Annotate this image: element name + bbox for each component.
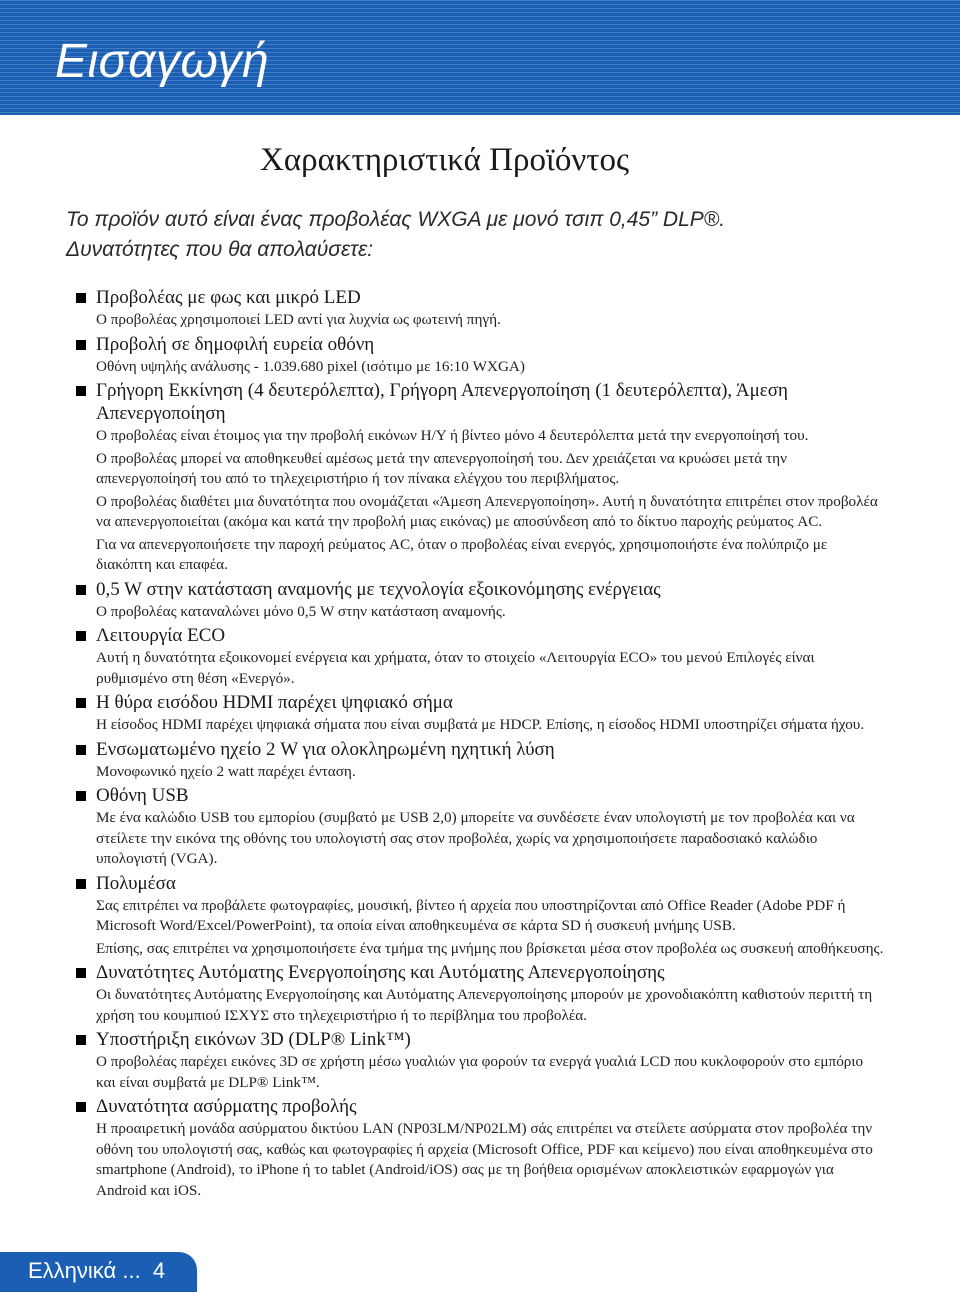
feature-title-text: Δυνατότητα ασύρματης προβολής [96, 1096, 357, 1117]
feature-title [76, 379, 886, 425]
feature-title-text: Προβολέας με φως και μικρό LED [96, 287, 361, 308]
feature-title-text: Γρήγορη Εκκίνηση (4 δευτερόλεπτα), Γρήγορη Απενεργοποίηση (1 δευτερόλεπτα), Άμεση Απενεργοποίηση [96, 380, 788, 424]
intro-text [66, 205, 906, 265]
feature-title [76, 1028, 886, 1051]
intro-line: Δυνατότητες που θα απολαύσετε: [66, 238, 374, 261]
feature-title-text: Λειτουργία ECO [96, 625, 226, 646]
feature-description: Η προαιρετική μονάδα ασύρματου δικτύου LAN (NP03LM/NP02LM) σάς επιτρέπει να στείλετε ασύρματα στον προβολέα την οθόνη του υπολογιστή σας, καθώς και φωτογραφίες ή αρχεία (Microsoft Office, PDF και κείμενο) που είναι αποθηκευμένα στο smartphone (Android), το iPhone ή το tablet (Android/iOS) σας με τη βοήθεια ορισμένων αποκλειστικών εφαρμογών για Android και iOS. [96, 1120, 873, 1199]
feature-item [76, 1095, 886, 1201]
square-bullet-icon [76, 386, 86, 396]
feature-item [76, 872, 886, 960]
feature-title [76, 578, 886, 601]
square-bullet-icon [76, 1102, 86, 1112]
feature-description: Ο προβολέας μπορεί να αποθηκευθεί αμέσως μετά την απενεργοποίησή του. Δεν χρειάζεται να κρυώσει μετά την απενεργοποίησή του από το τηλεχειριστήριο ή τον πίνακα ελέγχου του περιβλήματος. [96, 449, 787, 487]
feature-title [76, 784, 886, 807]
feature-title-text: Προβολή σε δημοφιλή ευρεία οθόνη [96, 333, 375, 355]
feature-description: Αυτή η δυνατότητα εξοικονομεί ενέργεια και χρήματα, όταν το στοιχείο «Λειτουργία ECO» του μενού Επιλογές είναι ρυθμισμένο στη θέση «Ενεργό». [96, 649, 815, 687]
feature-description: Επίσης, σας επιτρέπει να χρησιμοποιήσετε ένα τμήμα της μνήμης που βρίσκεται μέσα στον προβολέα ως συσκευή αποθήκευσης. [96, 939, 884, 957]
feature-title-text: Υποστήριξη εικόνων 3D (DLP® Link™) [96, 1029, 411, 1050]
feature-item [76, 624, 886, 689]
feature-description: Ο προβολέας είναι έτοιμος για την προβολή εικόνων Η/Υ ή βίντεο μόνο 4 δευτερόλεπτα μετά την ενεργοποίησή του. [96, 427, 809, 444]
square-bullet-icon [76, 1035, 86, 1045]
feature-description: Οθόνη υψηλής ανάλυσης - 1.039.680 pixel (ισότιμο με 16:10 WXGA) [96, 357, 525, 375]
feature-item [76, 379, 886, 576]
feature-item [76, 784, 886, 870]
page-title: Εισαγωγή [55, 35, 270, 88]
feature-title-text: Δυνατότητες Αυτόματης Ενεργοποίησης και Αυτόματης Απενεργοποίησης [96, 962, 665, 983]
feature-title-text: Οθόνη USB [96, 785, 189, 806]
feature-title-text: Ενσωματωμένο ηχείο 2 W για ολοκληρωμένη ηχητική λύση [96, 738, 555, 760]
feature-item [76, 286, 886, 331]
feature-description: Οι δυνατότητες Αυτόματης Ενεργοποίησης και Αυτόματης Απενεργοποίησης μπορούν με χρονοδιακόπτη καθιστούν περιττή τη χρήση του κουμπιού ΙΣΧΥΣ στο τηλεχειριστήριο ή το περίβλημα του προβολέα. [96, 986, 873, 1024]
feature-description: Ο προβολέας χρησιμοποιεί LED αντί για λυχνία ως φωτεινή πηγή. [96, 311, 501, 328]
feature-description: Ο προβολέας καταναλώνει μόνο 0,5 W στην κατάσταση αναμονής. [96, 602, 506, 620]
feature-item [76, 738, 886, 783]
square-bullet-icon [76, 585, 86, 595]
feature-item [76, 578, 886, 623]
feature-description: Σας επιτρέπει να προβάλετε φωτογραφίες, μουσική, βίντεο ή αρχεία που υποστηρίζονται από Office Reader (Adobe PDF ή Microsoft Word/Excel/PowerPoint), τα οποία είναι αποθηκευμένα σε κάρτα SD ή συσκευή μνήμης USB. [96, 896, 846, 934]
square-bullet-icon [76, 340, 86, 350]
feature-title [76, 624, 886, 647]
feature-item [76, 691, 886, 736]
square-bullet-icon [76, 791, 86, 801]
feature-item [76, 333, 886, 378]
feature-description: Ο προβολέας παρέχει εικόνες 3D σε χρήστη μέσω γυαλιών για φορούν τα ενεργά γυαλιά LCD που κυκλοφορούν στο εμπόριο και είναι συμβατά με DLP® Link™. [96, 1053, 864, 1091]
square-bullet-icon [76, 968, 86, 978]
feature-item [76, 961, 886, 1026]
feature-title [76, 691, 886, 714]
feature-item [76, 1028, 886, 1093]
page-footer: Ελληνικά ... 4 [28, 1258, 166, 1283]
feature-title [76, 872, 886, 895]
feature-description: Μονοφωνικό ηχείο 2 watt παρέχει ένταση. [96, 762, 356, 780]
feature-description: Ο προβολέας διαθέτει μια δυνατότητα που ονομάζεται «Άμεση Απενεργοποίηση». Αυτή η δυνατότητα επιτρέπει στον προβολέα να απενεργοποιείται (ακόμα και κατά την προβολή μιας εικόνας) με αποσύνδεση από το δίκτυο παροχής ρεύματος AC. [96, 492, 878, 530]
feature-title-text: Η θύρα εισόδου HDMI παρέχει ψηφιακό σήμα [96, 692, 453, 713]
square-bullet-icon [76, 293, 86, 303]
square-bullet-icon [76, 698, 86, 708]
feature-title [76, 738, 886, 761]
feature-title-text: 0,5 W στην κατάσταση αναμονής με τεχνολογία εξοικονόμησης ενέργειας [96, 578, 661, 600]
feature-title [76, 333, 886, 356]
square-bullet-icon [76, 879, 86, 889]
feature-description: Με ένα καλώδιο USB του εμπορίου (συμβατό με USB 2,0) μπορείτε να συνδέσετε έναν υπολογιστή με τον προβολέα και να στείλετε την εικόνα της οθόνης του υπολογιστή σας στον προβολέα, χωρίς να χρησιμοποιήσετε παραδοσιακό καλώδιο υπολογιστή (VGA). [96, 809, 855, 867]
square-bullet-icon [76, 631, 86, 641]
feature-title [76, 286, 886, 309]
feature-list [76, 286, 886, 1201]
intro-line: Το προϊόν αυτό είναι ένας προβολέας WXGA με μονό τσιπ 0,45” DLP®. [66, 208, 726, 231]
feature-title [76, 1095, 886, 1118]
feature-description: Για να απενεργοποιήσετε την παροχή ρεύματος AC, όταν ο προβολέας είναι ενεργός, χρησιμοποιήστε ένα πολύπριζο με διακόπτη και επαφέα. [96, 535, 828, 573]
feature-title [76, 961, 886, 984]
section-title: Χαρακτηριστικά Προϊόντος [260, 142, 630, 178]
feature-title-text: Πολυμέσα [96, 872, 176, 894]
square-bullet-icon [76, 745, 86, 755]
feature-description: Η είσοδος HDMI παρέχει ψηφιακά σήματα που είναι συμβατά με HDCP. Επίσης, η είσοδος HDMI υποστηρίζει σήματα ήχου. [96, 716, 865, 733]
